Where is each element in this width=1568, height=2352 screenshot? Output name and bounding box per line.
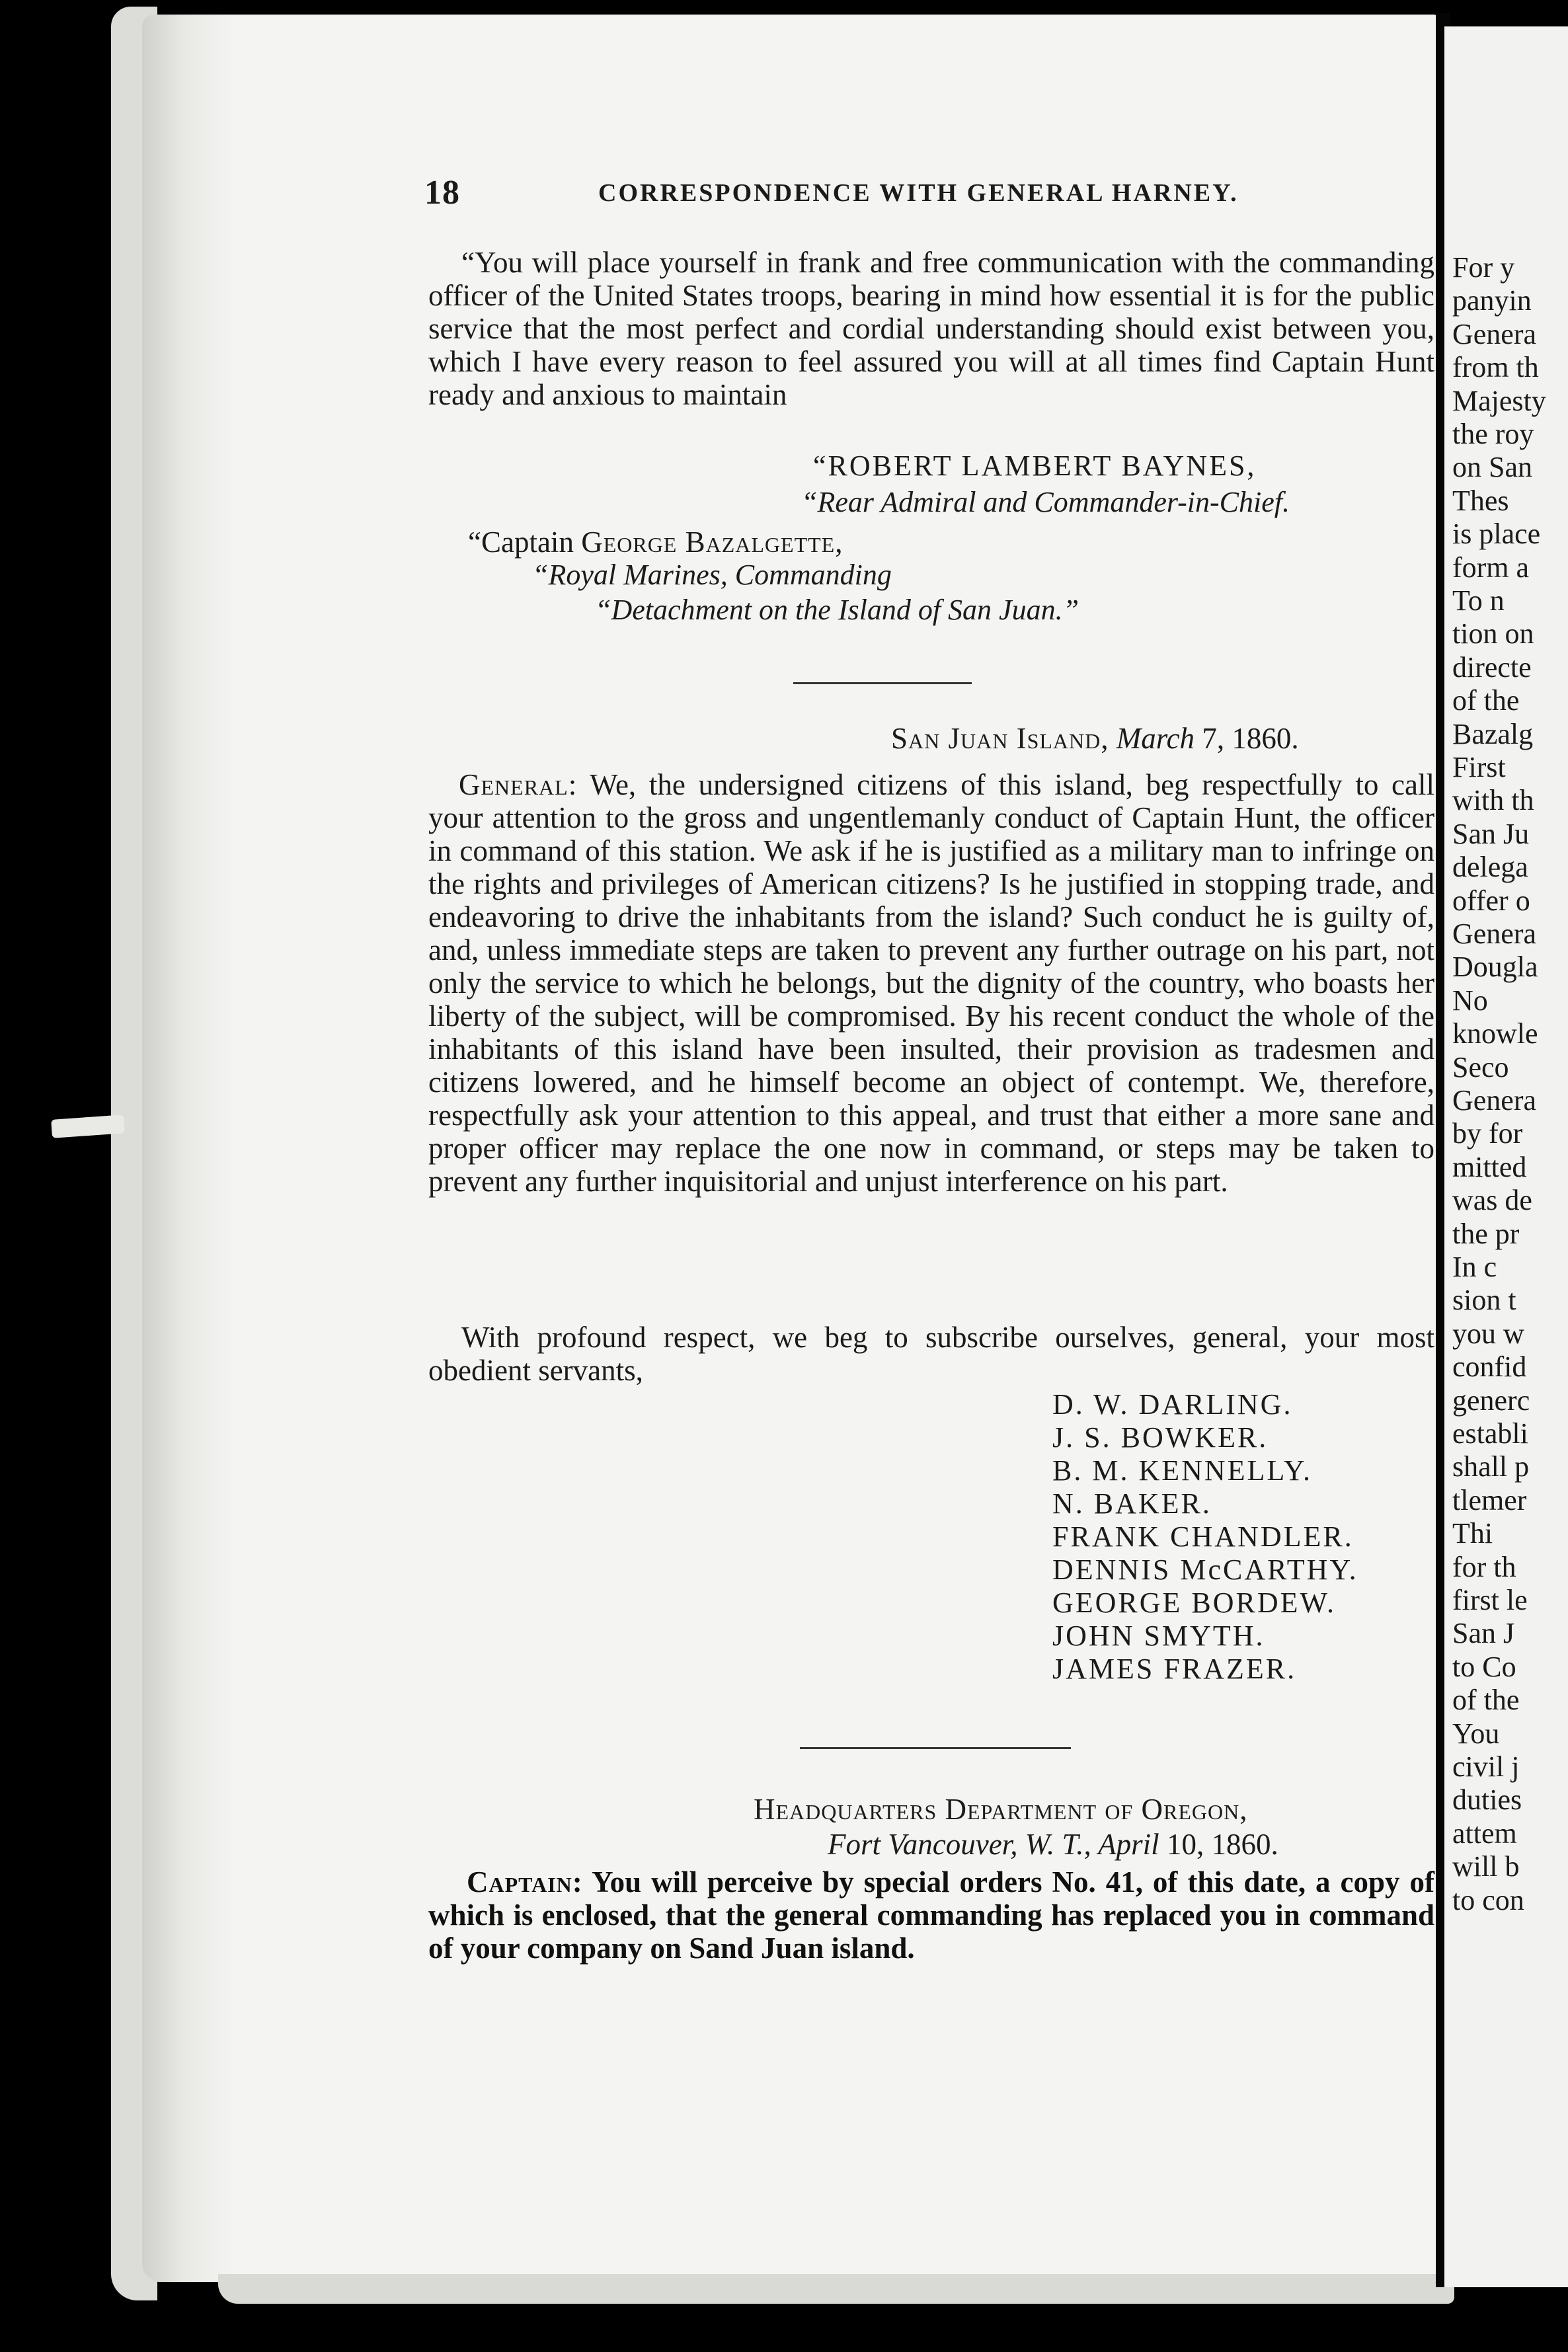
- facing-page-line: of the: [1452, 1684, 1520, 1717]
- facing-page-line: was de: [1452, 1184, 1532, 1217]
- facing-page-line: Majesty: [1452, 384, 1546, 417]
- facing-page-line: San Ju: [1452, 817, 1530, 850]
- section-divider: [800, 1747, 1071, 1749]
- signer: GEORGE BORDEW.: [1052, 1587, 1337, 1619]
- facing-page-line: form a: [1452, 551, 1530, 584]
- addressee-prefix: “Captain: [468, 526, 574, 559]
- facing-page-line: is place: [1452, 518, 1541, 551]
- facing-page-line: You: [1452, 1717, 1500, 1750]
- facing-page-line: For y: [1452, 251, 1515, 284]
- letter3-place: Fort Vancouver, W. T., April: [828, 1828, 1159, 1861]
- facing-page-line: the roy: [1452, 418, 1534, 450]
- facing-page-line: Genera: [1452, 918, 1537, 950]
- facing-page-line: Genera: [1452, 317, 1537, 350]
- facing-page-line: Genera: [1452, 1084, 1537, 1117]
- facing-page-line: First: [1452, 751, 1506, 783]
- letter1-addressee-line1: [468, 526, 843, 559]
- page-number: 18: [424, 174, 460, 212]
- facing-page-line: sion t: [1452, 1284, 1516, 1317]
- signer: N. BAKER.: [1052, 1487, 1212, 1520]
- facing-page-line: establi: [1452, 1417, 1528, 1450]
- letter1-signature-title: “Rear Admiral and Commander-in-Chief.: [801, 486, 1290, 518]
- facing-page-line: Dougla: [1452, 951, 1538, 984]
- facing-page-line: shall p: [1452, 1450, 1530, 1483]
- facing-page-line: confid: [1452, 1351, 1527, 1384]
- facing-page-line: tion on: [1452, 617, 1534, 650]
- letter3-date: 10, 1860.: [1166, 1828, 1278, 1861]
- facing-page-line: Bazalg: [1452, 717, 1534, 750]
- facing-page-line: by for: [1452, 1117, 1523, 1150]
- letter1-signature-name: “ROBERT LAMBERT BAYNES,: [813, 450, 1257, 482]
- facing-page-line: civil j: [1452, 1750, 1520, 1783]
- facing-page-line: you w: [1452, 1317, 1524, 1350]
- letter1-body: “You will place yourself in frank and free communication with the commanding officer of the United States troops, bearing in mind how essential it is for the public service that the most perfect and cordial understanding should exist between you, which I have every reason to feel assured you will at all times find Captain Hunt ready and anxious to maintain: [428, 246, 1434, 411]
- page-bottom-edge: [218, 2274, 1454, 2304]
- dateline-rest: 7, 1860.: [1202, 722, 1299, 755]
- letter3-body: You will perceive by special orders No. 41, of this date, a copy of which is enclosed, that the general commanding has replaced you in command of your company on Sand Juan island.: [428, 1865, 1434, 1965]
- facing-page-line: from th: [1452, 351, 1539, 384]
- facing-page-line: to con: [1452, 1883, 1524, 1916]
- signer: JAMES FRAZER.: [1052, 1653, 1297, 1685]
- facing-page-line: To n: [1452, 584, 1505, 617]
- signer-list: [1052, 1388, 1358, 1686]
- page-spine-shadow: [142, 15, 235, 2282]
- facing-page-line: mitted: [1452, 1150, 1527, 1183]
- facing-page-line: tlemer: [1452, 1483, 1527, 1516]
- facing-page-line: attem: [1452, 1817, 1517, 1850]
- facing-page-line: to Co: [1452, 1650, 1516, 1683]
- facing-page-line: on San: [1452, 451, 1532, 484]
- letter1-addressee-line3: “Detachment on the Island of San Juan.”: [595, 594, 1079, 626]
- facing-page-line: San J: [1452, 1617, 1515, 1650]
- facing-page-line: delega: [1452, 851, 1528, 884]
- letter2-salutation: General:: [459, 768, 578, 801]
- letter2-closing: With profound respect, we beg to subscribe ourselves, general, your most obedient servants,: [428, 1321, 1434, 1387]
- signer: J. S. BOWKER.: [1052, 1421, 1269, 1454]
- signer: JOHN SMYTH.: [1052, 1620, 1265, 1652]
- facing-page-line: offer o: [1452, 884, 1530, 917]
- addressee-name: George Bazalgette,: [581, 526, 843, 559]
- facing-page-line: the pr: [1452, 1217, 1520, 1250]
- facing-page-line: generc: [1452, 1384, 1530, 1417]
- letter2-body-block: [428, 768, 1434, 1198]
- facing-page-line: first le: [1452, 1584, 1528, 1616]
- facing-page-line: Seco: [1452, 1050, 1509, 1083]
- letter1-addressee-line2: “Royal Marines, Commanding: [532, 559, 892, 591]
- facing-page-line: of the: [1452, 684, 1520, 717]
- facing-page-line: duties: [1452, 1784, 1522, 1817]
- facing-page-line: panyin: [1452, 284, 1532, 317]
- signer: DENNIS McCARTHY.: [1052, 1553, 1358, 1586]
- dateline-place: San Juan Island,: [891, 722, 1109, 755]
- signer: FRANK CHANDLER.: [1052, 1520, 1354, 1553]
- running-title: CORRESPONDENCE WITH GENERAL HARNEY.: [598, 179, 1239, 207]
- facing-page-line: No: [1452, 984, 1488, 1017]
- dateline-month: March: [1116, 722, 1195, 755]
- letter2-body: We, the undersigned citizens of this island, beg respectfully to call your attention to the gross and ungentlemanly conduct of Captain Hunt, the officer in command of this station. We ask if he is justified as a military man to infringe on the rights and privileges of American citizens? Is he justified in stopping trade, and endeavoring to drive the inhabitants from the island? Such conduct he is guilty of, and, unless immediate steps are taken to prevent any further outrage on his part, not only the service to which he belongs, but the dignity of the country, who boasts her liberty of the subject, will be compromised. By his recent conduct the whole of the inhabitants of this island have been insulted, their provision as tradesmen and citizens lowered, and he himself become an object of contempt. We, therefore, respectfully ask your attention to this appeal, and trust that either a more sane and proper officer may replace the one now in command, or steps may be taken to prevent any further inquisitorial and unjust interference on his part.: [428, 768, 1434, 1198]
- letter2-dateline: [891, 722, 1299, 755]
- signer: B. M. KENNELLY.: [1052, 1454, 1313, 1487]
- facing-page-line: In c: [1452, 1251, 1497, 1283]
- signer: D. W. DARLING.: [1052, 1388, 1293, 1421]
- facing-page-text: [1444, 251, 1568, 2234]
- facing-page-line: directe: [1452, 650, 1532, 684]
- facing-page-line: for th: [1452, 1550, 1516, 1583]
- facing-page-line: with th: [1452, 784, 1534, 817]
- facing-page-line: Thi: [1452, 1517, 1493, 1550]
- letter3-place-date: [828, 1828, 1278, 1861]
- section-divider: [793, 682, 972, 684]
- letter3-salutation: Captain:: [467, 1865, 583, 1899]
- letter3-heading: Headquarters Department of Oregon,: [754, 1793, 1248, 1826]
- letter3-body-block: [428, 1865, 1434, 1965]
- facing-page-line: Thes: [1452, 484, 1509, 517]
- facing-page-line: knowle: [1452, 1017, 1538, 1050]
- facing-page-line: will b: [1452, 1850, 1520, 1883]
